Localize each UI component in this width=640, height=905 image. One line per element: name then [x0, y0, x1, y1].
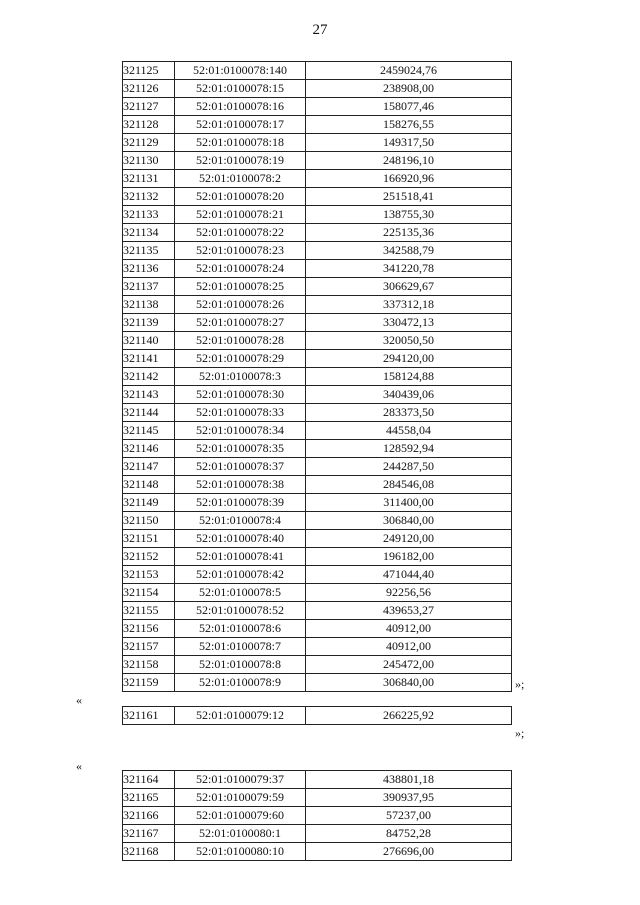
cadastral-number-cell: 52:01:0100079:12 — [175, 707, 306, 725]
value-cell: 330472,13 — [306, 314, 512, 332]
cadastral-number-cell: 52:01:0100078:5 — [175, 584, 306, 602]
row-number-cell: 321147 — [123, 458, 175, 476]
cadastral-number-cell: 52:01:0100078:26 — [175, 296, 306, 314]
row-number-cell: 321165 — [123, 789, 175, 807]
table-row — [123, 566, 512, 584]
cadastral-number-cell: 52:01:0100078:21 — [175, 206, 306, 224]
table-row — [123, 602, 512, 620]
row-number-cell: 321137 — [123, 278, 175, 296]
table-row — [123, 638, 512, 656]
row-number-cell: 321133 — [123, 206, 175, 224]
table-row — [123, 332, 512, 350]
value-cell: 225135,36 — [306, 224, 512, 242]
cadastral-table-1 — [122, 61, 512, 692]
cadastral-number-cell: 52:01:0100079:60 — [175, 807, 306, 825]
row-number-cell: 321130 — [123, 152, 175, 170]
value-cell: 266225,92 — [306, 707, 512, 725]
table-row — [123, 843, 512, 861]
row-number-cell: 321166 — [123, 807, 175, 825]
row-number-cell: 321159 — [123, 674, 175, 692]
row-number-cell: 321164 — [123, 771, 175, 789]
row-number-cell: 321142 — [123, 368, 175, 386]
value-cell: 251518,41 — [306, 188, 512, 206]
table-row — [123, 707, 512, 725]
row-number-cell: 321125 — [123, 62, 175, 80]
cadastral-number-cell: 52:01:0100078:23 — [175, 242, 306, 260]
table-row — [123, 789, 512, 807]
table-row — [123, 278, 512, 296]
table-row — [123, 62, 512, 80]
value-cell: 276696,00 — [306, 843, 512, 861]
table-row — [123, 80, 512, 98]
table-row — [123, 386, 512, 404]
row-number-cell: 321140 — [123, 332, 175, 350]
row-number-cell: 321145 — [123, 422, 175, 440]
closing-quote-2: »; — [515, 726, 525, 740]
value-cell: 306840,00 — [306, 674, 512, 692]
table-row — [123, 825, 512, 843]
row-number-cell: 321158 — [123, 656, 175, 674]
row-number-cell: 321152 — [123, 548, 175, 566]
value-cell: 244287,50 — [306, 458, 512, 476]
table-row — [123, 584, 512, 602]
value-cell: 196182,00 — [306, 548, 512, 566]
value-cell: 439653,27 — [306, 602, 512, 620]
cadastral-number-cell: 52:01:0100078:17 — [175, 116, 306, 134]
row-number-cell: 321126 — [123, 80, 175, 98]
row-number-cell: 321148 — [123, 476, 175, 494]
cadastral-number-cell: 52:01:0100078:2 — [175, 170, 306, 188]
opening-quote-2: « — [76, 693, 82, 707]
cadastral-number-cell: 52:01:0100078:42 — [175, 566, 306, 584]
table-row — [123, 807, 512, 825]
row-number-cell: 321136 — [123, 260, 175, 278]
table-row — [123, 242, 512, 260]
cadastral-number-cell: 52:01:0100078:16 — [175, 98, 306, 116]
row-number-cell: 321161 — [123, 707, 175, 725]
row-number-cell: 321127 — [123, 98, 175, 116]
cadastral-number-cell: 52:01:0100078:6 — [175, 620, 306, 638]
value-cell: 438801,18 — [306, 771, 512, 789]
value-cell: 92256,56 — [306, 584, 512, 602]
cadastral-number-cell: 52:01:0100079:37 — [175, 771, 306, 789]
row-number-cell: 321144 — [123, 404, 175, 422]
row-number-cell: 321128 — [123, 116, 175, 134]
value-cell: 166920,96 — [306, 170, 512, 188]
table-row — [123, 458, 512, 476]
row-number-cell: 321168 — [123, 843, 175, 861]
row-number-cell: 321154 — [123, 584, 175, 602]
cadastral-number-cell: 52:01:0100078:4 — [175, 512, 306, 530]
row-number-cell: 321157 — [123, 638, 175, 656]
cadastral-number-cell: 52:01:0100078:30 — [175, 386, 306, 404]
value-cell: 283373,50 — [306, 404, 512, 422]
table-row — [123, 260, 512, 278]
cadastral-number-cell: 52:01:0100078:27 — [175, 314, 306, 332]
cadastral-number-cell: 52:01:0100078:140 — [175, 62, 306, 80]
value-cell: 158077,46 — [306, 98, 512, 116]
cadastral-number-cell: 52:01:0100079:59 — [175, 789, 306, 807]
closing-quote-1: »; — [515, 677, 525, 691]
table-row — [123, 656, 512, 674]
table-row — [123, 422, 512, 440]
table-row — [123, 350, 512, 368]
cadastral-number-cell: 52:01:0100078:25 — [175, 278, 306, 296]
value-cell: 249120,00 — [306, 530, 512, 548]
value-cell: 248196,10 — [306, 152, 512, 170]
table-row — [123, 440, 512, 458]
row-number-cell: 321139 — [123, 314, 175, 332]
value-cell: 57237,00 — [306, 807, 512, 825]
value-cell: 342588,79 — [306, 242, 512, 260]
table-row — [123, 314, 512, 332]
row-number-cell: 321129 — [123, 134, 175, 152]
value-cell: 311400,00 — [306, 494, 512, 512]
row-number-cell: 321131 — [123, 170, 175, 188]
cadastral-number-cell: 52:01:0100078:8 — [175, 656, 306, 674]
table-row — [123, 224, 512, 242]
value-cell: 294120,00 — [306, 350, 512, 368]
cadastral-number-cell: 52:01:0100080:1 — [175, 825, 306, 843]
value-cell: 128592,94 — [306, 440, 512, 458]
cadastral-number-cell: 52:01:0100078:40 — [175, 530, 306, 548]
cadastral-number-cell: 52:01:0100078:3 — [175, 368, 306, 386]
value-cell: 149317,50 — [306, 134, 512, 152]
value-cell: 320050,50 — [306, 332, 512, 350]
cadastral-table-3 — [122, 770, 512, 861]
cadastral-number-cell: 52:01:0100078:22 — [175, 224, 306, 242]
cadastral-number-cell: 52:01:0100078:41 — [175, 548, 306, 566]
cadastral-number-cell: 52:01:0100078:7 — [175, 638, 306, 656]
value-cell: 340439,06 — [306, 386, 512, 404]
value-cell: 337312,18 — [306, 296, 512, 314]
table-row — [123, 152, 512, 170]
table-row — [123, 548, 512, 566]
cadastral-number-cell: 52:01:0100078:18 — [175, 134, 306, 152]
table-row — [123, 530, 512, 548]
row-number-cell: 321141 — [123, 350, 175, 368]
value-cell: 138755,30 — [306, 206, 512, 224]
cadastral-number-cell: 52:01:0100078:28 — [175, 332, 306, 350]
value-cell: 40912,00 — [306, 638, 512, 656]
table-row — [123, 620, 512, 638]
value-cell: 158124,88 — [306, 368, 512, 386]
table-row — [123, 134, 512, 152]
cadastral-number-cell: 52:01:0100078:29 — [175, 350, 306, 368]
cadastral-number-cell: 52:01:0100078:37 — [175, 458, 306, 476]
cadastral-number-cell: 52:01:0100078:39 — [175, 494, 306, 512]
table-row — [123, 296, 512, 314]
cadastral-number-cell: 52:01:0100078:24 — [175, 260, 306, 278]
cadastral-table-2 — [122, 706, 512, 725]
row-number-cell: 321167 — [123, 825, 175, 843]
table-row — [123, 771, 512, 789]
value-cell: 306840,00 — [306, 512, 512, 530]
table-row — [123, 368, 512, 386]
cadastral-number-cell: 52:01:0100078:35 — [175, 440, 306, 458]
opening-quote-3: « — [76, 759, 82, 773]
value-cell: 245472,00 — [306, 656, 512, 674]
value-cell: 84752,28 — [306, 825, 512, 843]
page-number: 27 — [312, 22, 328, 38]
cadastral-number-cell: 52:01:0100080:10 — [175, 843, 306, 861]
value-cell: 238908,00 — [306, 80, 512, 98]
table-row — [123, 512, 512, 530]
value-cell: 306629,67 — [306, 278, 512, 296]
value-cell: 44558,04 — [306, 422, 512, 440]
value-cell: 2459024,76 — [306, 62, 512, 80]
cadastral-number-cell: 52:01:0100078:9 — [175, 674, 306, 692]
value-cell: 284546,08 — [306, 476, 512, 494]
row-number-cell: 321149 — [123, 494, 175, 512]
row-number-cell: 321156 — [123, 620, 175, 638]
value-cell: 341220,78 — [306, 260, 512, 278]
row-number-cell: 321135 — [123, 242, 175, 260]
cadastral-number-cell: 52:01:0100078:19 — [175, 152, 306, 170]
row-number-cell: 321138 — [123, 296, 175, 314]
row-number-cell: 321155 — [123, 602, 175, 620]
cadastral-number-cell: 52:01:0100078:34 — [175, 422, 306, 440]
row-number-cell: 321153 — [123, 566, 175, 584]
table-row — [123, 494, 512, 512]
cadastral-number-cell: 52:01:0100078:38 — [175, 476, 306, 494]
row-number-cell: 321143 — [123, 386, 175, 404]
cadastral-number-cell: 52:01:0100078:33 — [175, 404, 306, 422]
value-cell: 390937,95 — [306, 789, 512, 807]
table-row — [123, 206, 512, 224]
row-number-cell: 321132 — [123, 188, 175, 206]
row-number-cell: 321146 — [123, 440, 175, 458]
table-row — [123, 188, 512, 206]
value-cell: 471044,40 — [306, 566, 512, 584]
cadastral-number-cell: 52:01:0100078:52 — [175, 602, 306, 620]
row-number-cell: 321151 — [123, 530, 175, 548]
cadastral-number-cell: 52:01:0100078:15 — [175, 80, 306, 98]
row-number-cell: 321150 — [123, 512, 175, 530]
table-row — [123, 170, 512, 188]
table-row — [123, 116, 512, 134]
cadastral-number-cell: 52:01:0100078:20 — [175, 188, 306, 206]
value-cell: 40912,00 — [306, 620, 512, 638]
table-row — [123, 98, 512, 116]
value-cell: 158276,55 — [306, 116, 512, 134]
table-row — [123, 674, 512, 692]
row-number-cell: 321134 — [123, 224, 175, 242]
table-row — [123, 476, 512, 494]
table-row — [123, 404, 512, 422]
